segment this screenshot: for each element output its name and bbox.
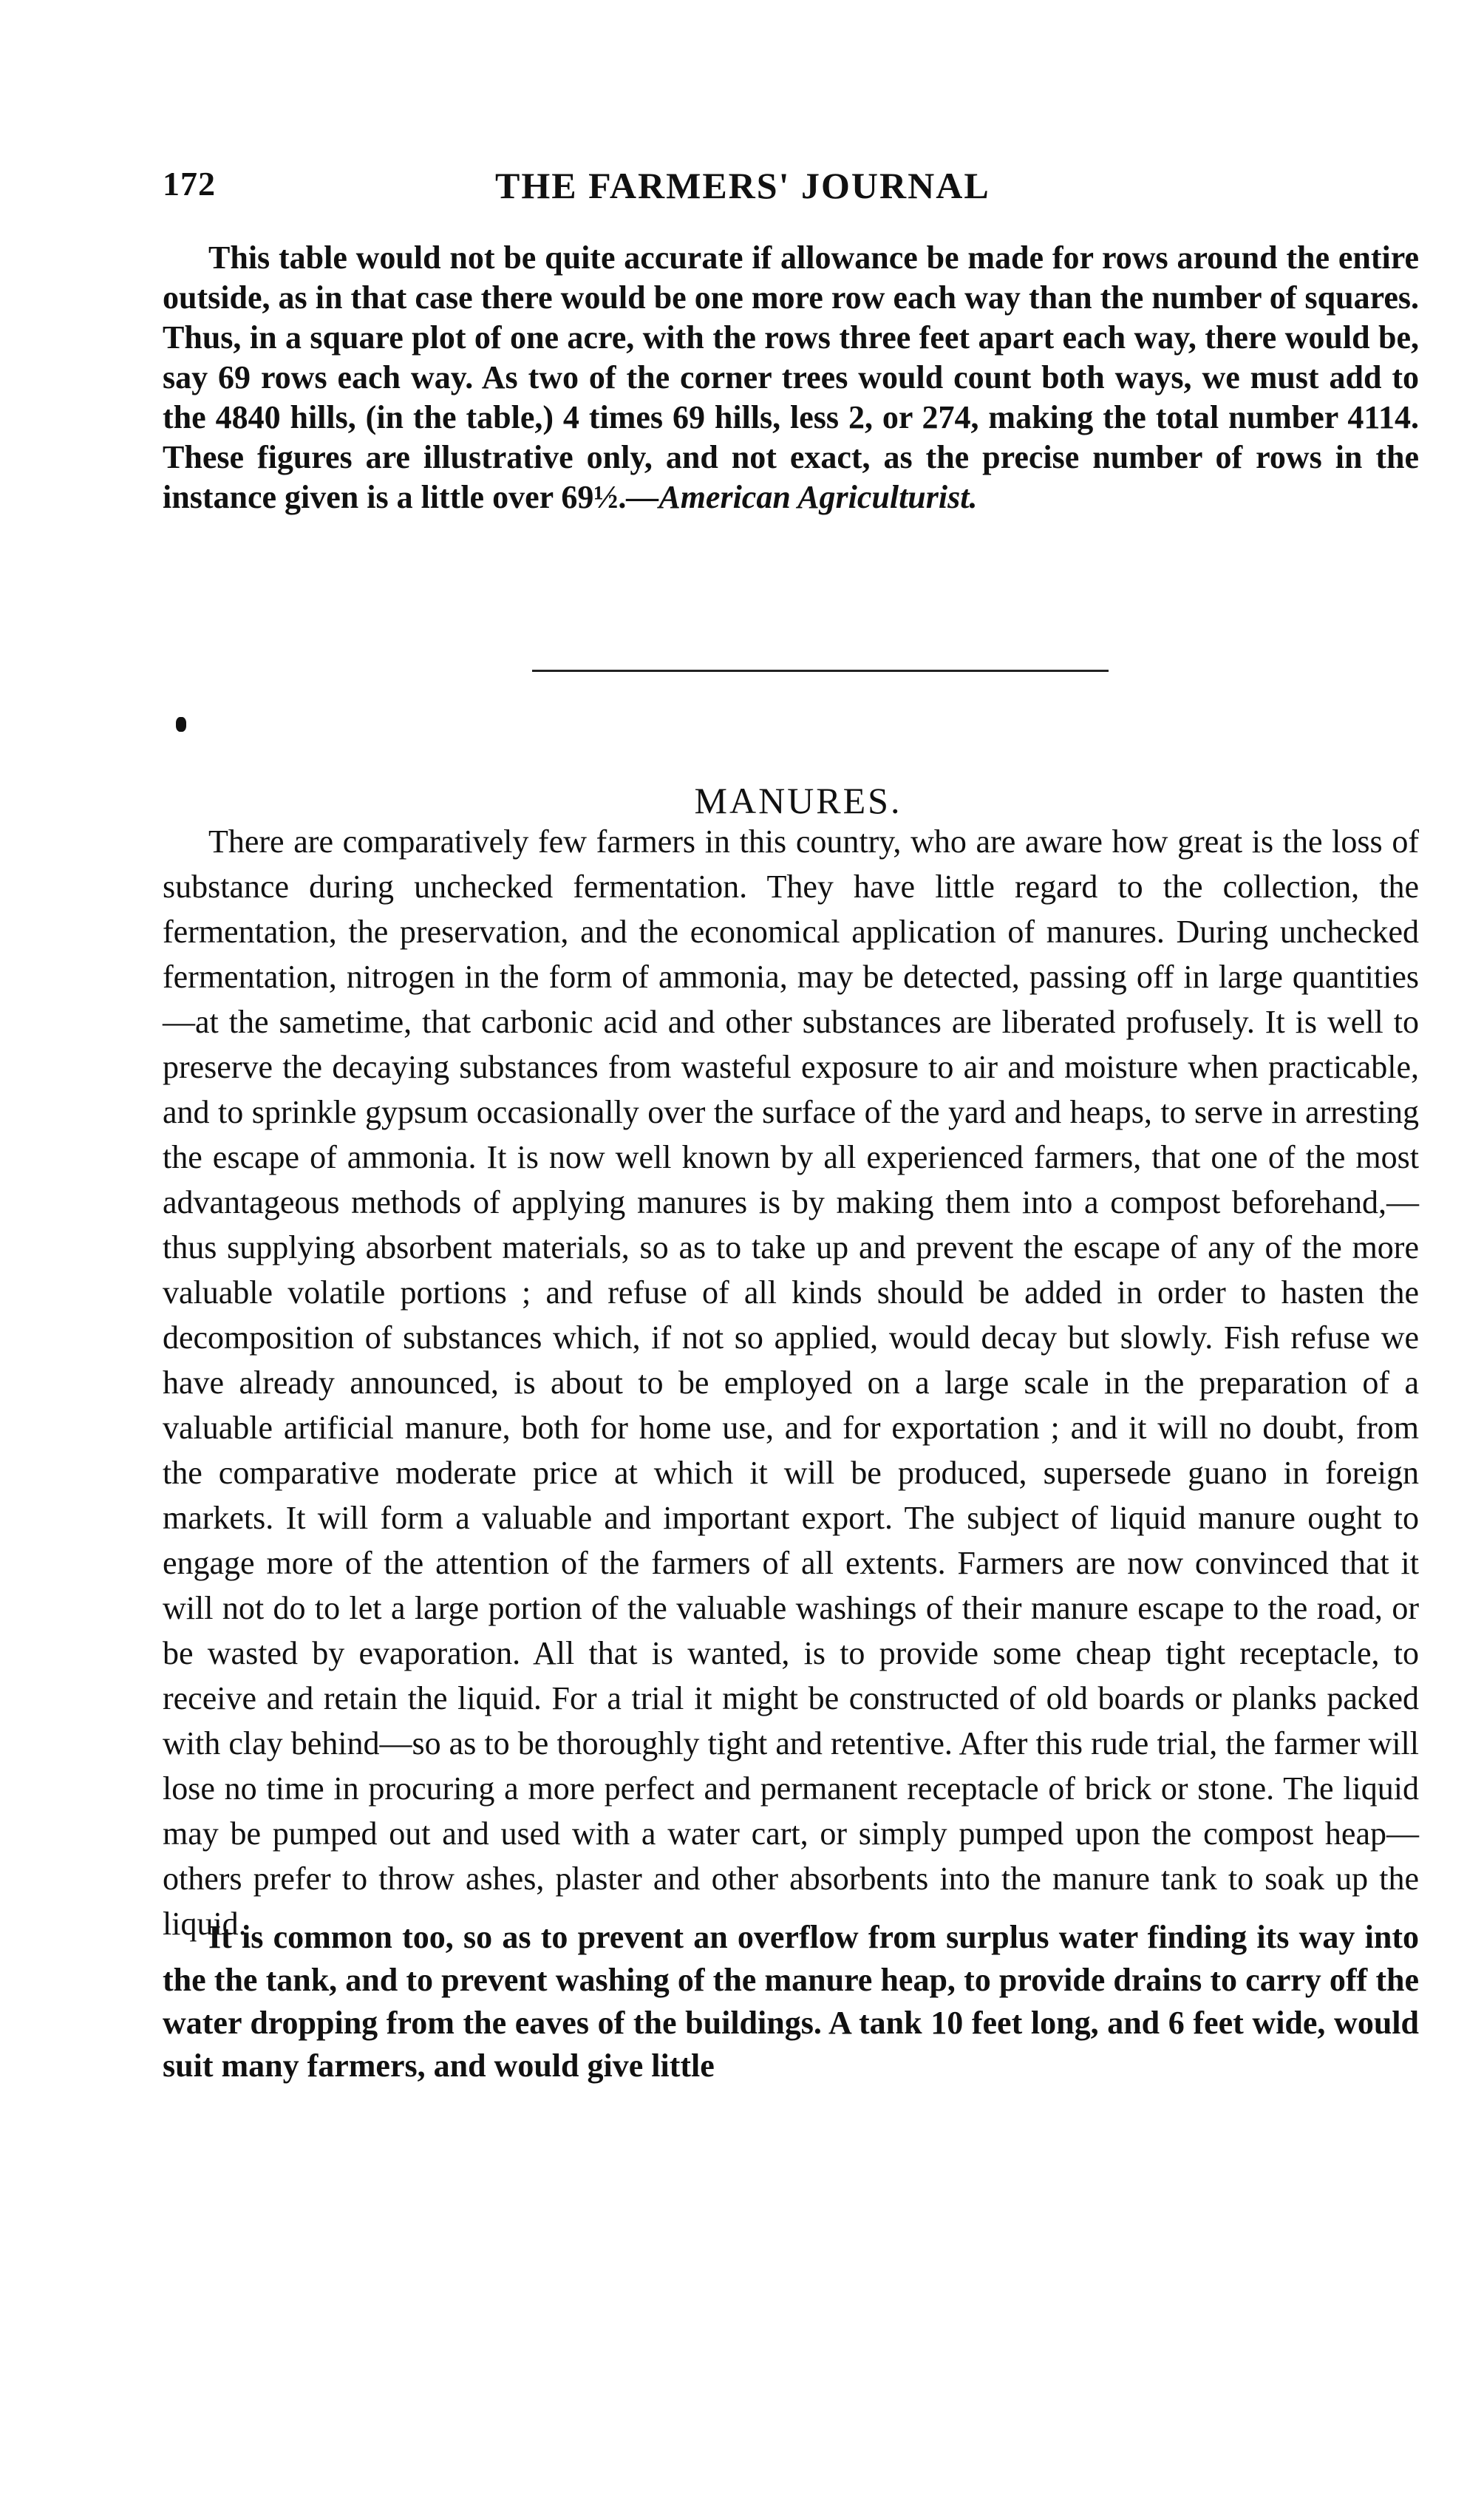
manures-paragraph-2: It is common too, so as to prevent an overflow from surplus water finding its way into the the tank, and to prevent washing of the manure heap, to provide drains to carry off the water dropping from the eaves of the buildings. A tank 10 feet long, and 6 feet wide, would suit many farmers, and would give little [163, 1919, 1419, 2084]
section-heading: MANURES. [694, 779, 902, 821]
page-header [163, 164, 1434, 216]
section-divider [532, 670, 1109, 672]
manures-paragraph-1: There are comparatively few farmers in this country, who are aware how great is the loss of substance during unchecked fermentation. They have little regard to the collection, the fermentation, the preservation, and the economical application of manures. During unchecked fermentation, nitrogen in the form of ammonia, may be detected, passing off in large quantities—at the sametime, that carbonic acid and other substances are liberated profusely. It is well to preserve the decaying substances from wasteful exposure to air and moisture when practicable, and to sprinkle gypsum occasionally over the surface of the yard and heaps, to serve in arresting the escape of ammonia. It is now well known by all experienced farmers, that one of the most advantageous methods of applying manures is by making them into a compost beforehand,—thus supplying absorbent materials, so as to take up and prevent the escape of any of the more valuable volatile portions ; and refuse of all kinds should be added in order to hasten the decomposition of substances which, if not so applied, would decay but slowly. Fish refuse we have already announced, is about to be employed on a large scale in the preparation of a valuable artificial manure, both for home use, and for exportation ; and it will no doubt, from the comparative moderate price at which it will be produced, supersede guano in foreign markets. It will form a valuable and important export. The subject of liquid manure ought to engage more of the attention of the farmers of all extents. Farmers are now convinced that it will not do to let a large portion of the valuable washings of their manure escape to the road, or be wasted by evaporation. All that is wanted, is to provide some cheap tight receptacle, to receive and retain the liquid. For a trial it might be constructed of old boards or planks packed with clay behind—so as to be thoroughly tight and retentive. After this rude trial, the farmer will lose no time in procuring a more perfect and permanent receptacle of brick or stone. The liquid may be pumped out and used with a water cart, or simply pumped upon the compost heap—others prefer to throw ashes, plaster and other absorbents into the manure tank to soak up the liquid. [163, 823, 1419, 1942]
ink-mark [176, 717, 186, 732]
source-attribution: —American Agriculturist. [626, 479, 978, 515]
journal-page [163, 0, 1434, 2494]
intro-text: This table would not be quite accurate if allowance be made for rows around the entire outside, as in that case there would be one more row each way than the number of squares. Thus, in a square plot of one acre, with the rows three feet apart each way, there would be, say 69 rows each way. As two of the corner trees would count both ways, we must add to the 4840 hills, (in the table,) 4 times 69 hills, less 2, or 274, making the total number 4114. These figures are illustrative only, and not exact, as the precise number of rows in the instance given is a little over 69½. [163, 239, 1419, 515]
page-number: 172 [163, 165, 216, 203]
running-title: THE FARMERS' JOURNAL [495, 165, 990, 206]
intro-paragraph [163, 238, 1419, 517]
